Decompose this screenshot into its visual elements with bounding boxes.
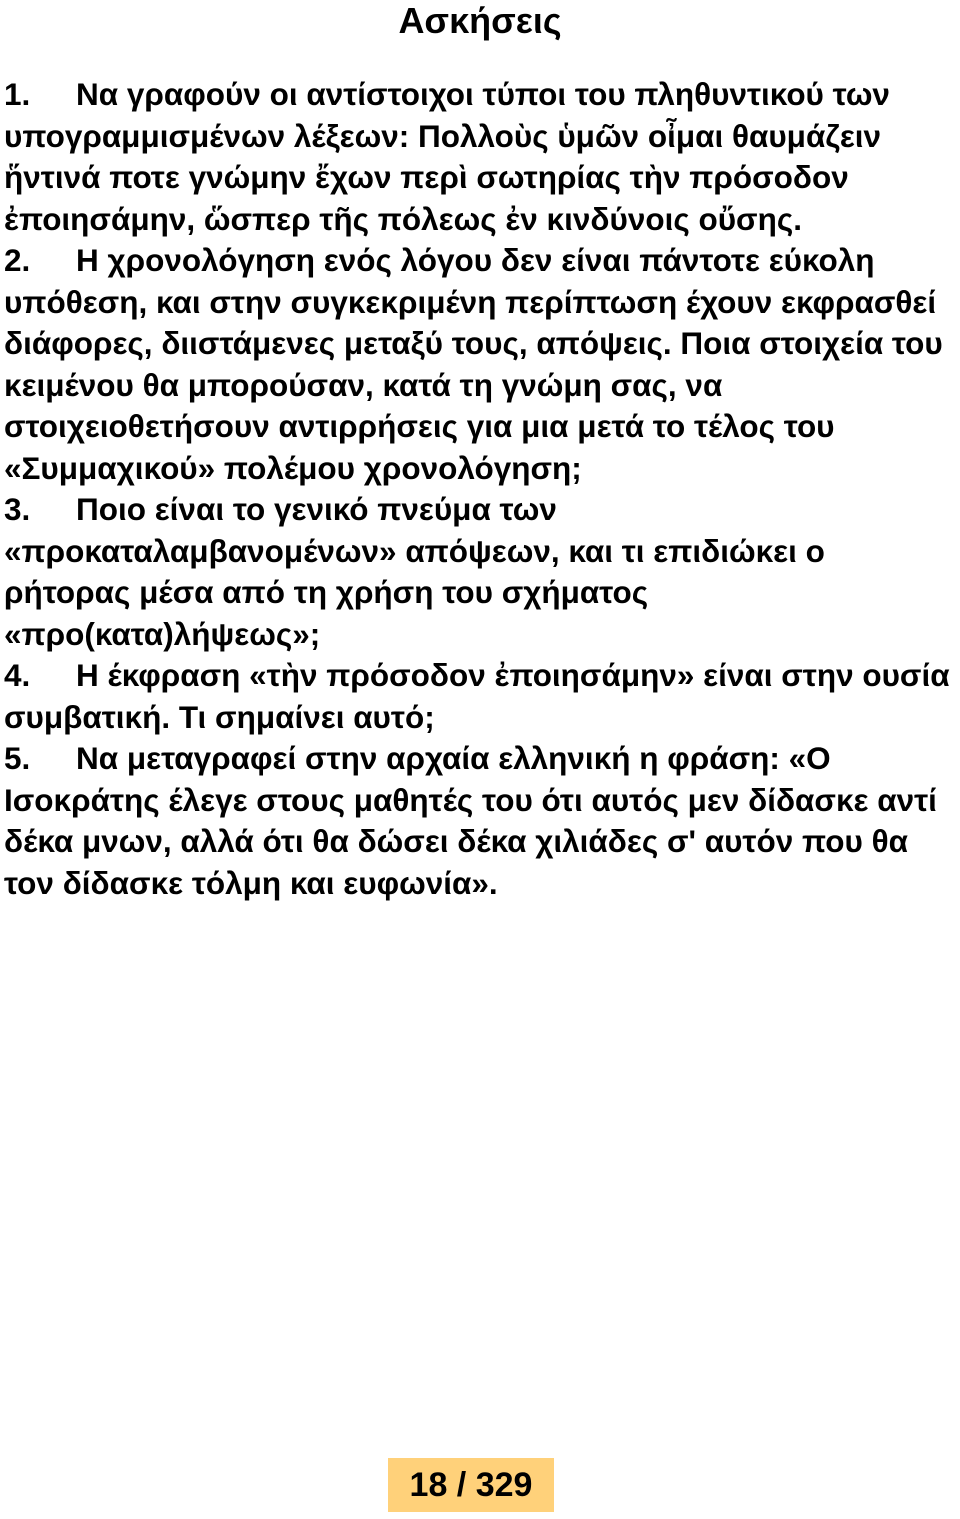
exercise-item <box>4 74 954 240</box>
exercise-number: 4. <box>4 657 31 693</box>
exercise-number: 5. <box>4 740 31 776</box>
exercise-item <box>4 655 954 738</box>
exercise-item <box>4 240 954 489</box>
exercise-item <box>4 738 954 904</box>
exercise-list <box>4 74 954 904</box>
exercise-text: Η έκφραση «τὴν πρόσοδον ἐποιησάμην» είναι στην ουσία συμβατική. Τι σημαίνει αυτό; <box>4 657 950 735</box>
exercise-number: 1. <box>4 76 31 112</box>
page-title: Ασκήσεις <box>398 0 562 41</box>
exercise-text: Να μεταγραφεί στην αρχαία ελληνική η φράση: «Ο Ισοκράτης έλεγε στους μαθητές του ότι αυτός μεν δίδασκε αντί δέκα μνων, αλλά ότι θα δώσει δέκα χιλιάδες σ' αυτόν που θα τον δίδασκε τόλμη και ευφωνία». <box>4 740 937 901</box>
exercise-text: Να γραφούν οι αντίστοιχοι τύποι του πληθυντικού των υπογραμμισμένων λέξεων: Πολλοὺς ὑμῶν οἶμαι θαυμάζειν ἥντινά ποτε γνώμην ἔχων περὶ σωτηρίας τὴν πρόσοδον ἐποιησάμην, ὥσπερ τῆς πόλεως ἐν κινδύνοις οὔσης. <box>4 76 890 237</box>
exercise-item <box>4 489 954 655</box>
exercise-number: 3. <box>4 491 31 527</box>
exercise-number: 2. <box>4 242 31 278</box>
page-indicator: 18 / 329 <box>388 1458 554 1512</box>
exercise-text: Ποιο είναι το γενικό πνεύμα των «προκαταλαμβανομένων» απόψεων, και τι επιδιώκει ο ρήτορας μέσα από τη χρήση του σχήματος «προ(κατα)λήψεως»; <box>4 491 825 652</box>
exercise-text: Η χρονολόγηση ενός λόγου δεν είναι πάντοτε εύκολη υπόθεση, και στην συγκεκριμένη περίπτωση έχουν εκφρασθεί διάφορες, διιστάμενες μεταξύ τους, απόψεις. Ποια στοιχεία του κειμένου θα μπορούσαν, κατά τη γνώμη σας, να στοιχειοθετήσουν αντιρρήσεις για μια μετά το τέλος του «Συμμαχικού» πολέμου χρονολόγηση; <box>4 242 943 486</box>
